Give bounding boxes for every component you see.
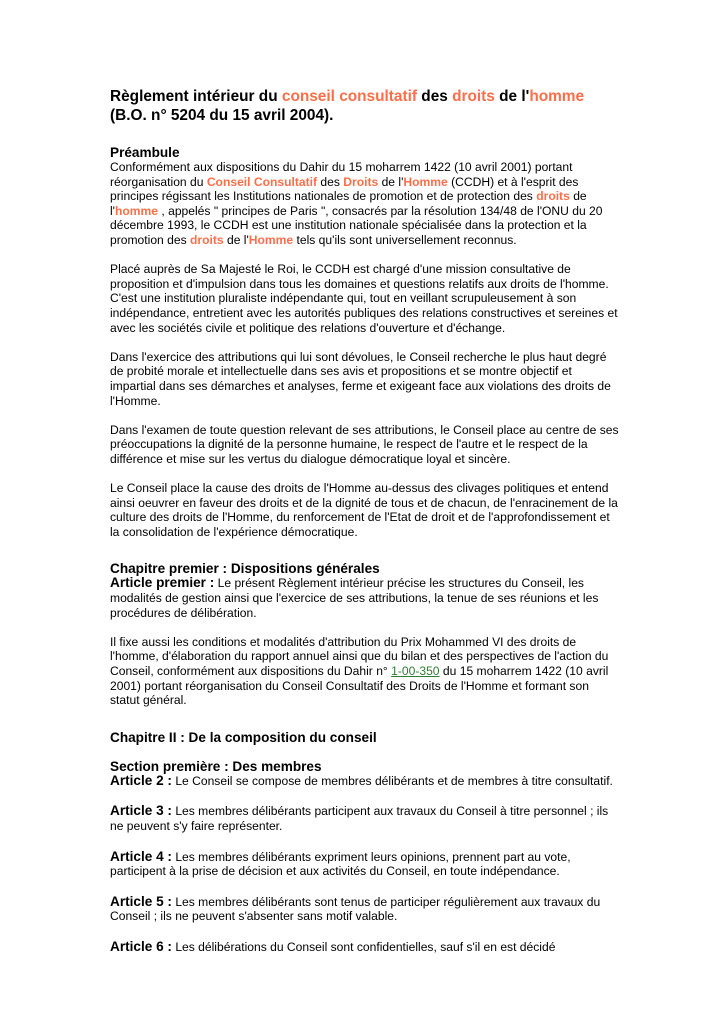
article-label: Article 4 : <box>110 848 172 864</box>
chapitre-1-paragraph-2: Il fixe aussi les conditions et modalités d'attribution du Prix Mohammed VI des droits de l'homme, d'élaboration du rapport annuel ainsi que du bilan et des perspectives de l'action du Conseil, conformément aux dispositions du Dahir n° 1-00-350 du 15 moharrem 1422 (10 avril 2001) portant réorganisation du Conseil Consultatif des Droits de l'Homme et formant son statut général. <box>110 634 609 708</box>
preambule-heading: Préambule <box>110 145 180 160</box>
document-page <box>110 87 620 971</box>
preambule-paragraph-1: Conformément aux dispositions du Dahir du 15 moharrem 1422 (10 avril 2001) portant réorganisation du Conseil Consultatif des Droits de l'Homme (CCDH) et à l'esprit des principes régissant les Institutions nationales de promotion et de protection des droits de l'homme , appelés " principes de Paris ", consacrés par la résolution 134/48 de l'ONU du 20 décembre 1993, le CCDH est une institution nationale spécialisée dans la protection et la promotion des droits de l'Homme tels qu'ils sont universellement reconnus. <box>110 160 603 247</box>
title-keyword-highlight: droits <box>452 88 495 105</box>
preambule-paragraph-4: Dans l'examen de toute question relevant de ses attributions, le Conseil place au centre de ses préoccupations la dignité de la personne humaine, le respect de l'autre et le respect de la différence et mise sur les vertus du dialogue démocratique loyal et sincère. <box>110 422 619 466</box>
title-text: des <box>417 88 453 105</box>
dahir-link[interactable]: 1-00-350 <box>391 664 440 678</box>
title-text: Règlement intérieur du <box>110 88 282 105</box>
keyword-highlight: Homme <box>403 174 448 189</box>
keyword-highlight: Homme <box>248 232 294 247</box>
preambule-paragraph-3: Dans l'exercice des attributions qui lui sont dévolues, le Conseil recherche le plus haut degré de probité morale et intellectuelle dans ses avis et propositions et se montre objectif et impartial dans ses démarches et analyses, ferme et exigeant face aux violations des droits de l'Homme. <box>110 349 611 408</box>
preambule-paragraph-2: Placé auprès de Sa Majesté le Roi, le CCDH est chargé d'une mission consultative de proposition et d'impulsion dans tous les domaines et questions relatifs aux droits de l'homme. C'est une institution pluraliste indépendante qui, tout en veillant scrupuleusement à son indépendance, entretient avec les autorités publiques des relations constructives et sereines et avec les sociétés civile et politique des relations d'ouverture et d'échange. <box>110 262 618 335</box>
title-text: (B.O. n° 5204 du 15 avril 2004). <box>110 107 334 124</box>
document-title <box>110 87 620 125</box>
title-keyword-highlight: homme <box>529 88 585 105</box>
preambule-paragraph-5: Le Conseil place la cause des droits de l'Homme au-dessus des clivages politiques et entend ainsi oeuvrer en faveur des droits et de la dignité de tous et de chacun, de l'enracinement de la culture des droits de l'Homme, du renforcement de l'Etat de droit et de l'approfondissement et la consolidation de l'expérience démocratique. <box>110 481 618 539</box>
title-text: de l' <box>494 88 530 105</box>
keyword-highlight: Conseil Consultatif <box>206 174 318 189</box>
article-6: Article 6 : Les délibérations du Conseil sont confidentielles, sauf s'il en est décidé <box>110 938 556 954</box>
keyword-highlight: Droits <box>343 174 379 189</box>
article-label: Article 5 : <box>110 893 172 909</box>
keyword-highlight: homme <box>115 203 159 218</box>
chapitre-1-heading: Chapitre premier : Dispositions générales <box>110 561 380 577</box>
article-4: Article 4 : Les membres délibérants expriment leurs opinions, prennent part au vote, participent à la prise de décision et aux activités du Conseil, en toute indépendance. <box>110 848 571 879</box>
keyword-highlight: droits <box>190 232 224 247</box>
article-label: Article 2 : <box>110 772 172 788</box>
article-label: Article premier : <box>110 575 215 591</box>
keyword-highlight: droits <box>536 189 570 204</box>
article-5: Article 5 : Les membres délibérants sont tenus de participer régulièrement aux travaux du Conseil ; ils ne peuvent s'absenter sans motif valable. <box>110 893 601 924</box>
article-label: Article 3 : <box>110 803 172 819</box>
article-1: Article premier : Le présent Règlement intérieur précise les structures du Conseil, les modalités de gestion ainsi que l'exercice de ses attributions, la tenue de ses réunions et les procédures de délibération. <box>110 575 599 620</box>
article-2: Article 2 : Le Conseil se compose de membres délibérants et de membres à titre consultatif. <box>110 772 613 788</box>
title-keyword-highlight: conseil consultatif <box>281 88 418 105</box>
chapitre-2-heading: Chapitre II : De la composition du conseil <box>110 729 377 745</box>
section-1-heading: Section première : Des membres <box>110 758 322 774</box>
article-label: Article 6 : <box>110 938 172 954</box>
article-3: Article 3 : Les membres délibérants participent aux travaux du Conseil à titre personnel ; ils ne peuvent s'y faire représenter. <box>110 803 609 833</box>
